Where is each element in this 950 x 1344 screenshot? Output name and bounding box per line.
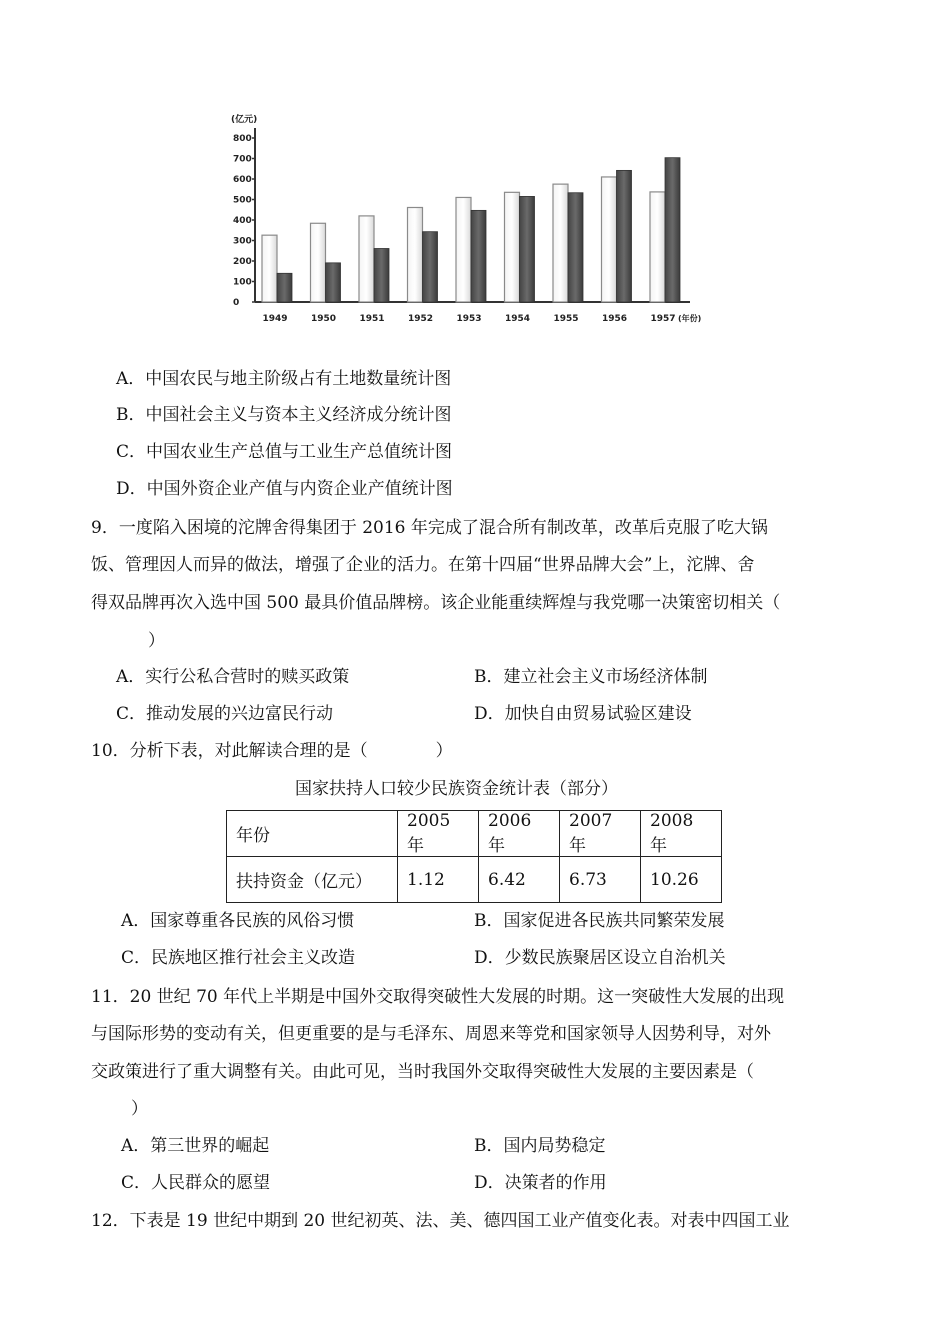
table-cell: 1.12 (398, 857, 479, 903)
bar-light (456, 197, 471, 302)
q10-table (226, 810, 722, 903)
table-header-cell: 2006 年 (479, 811, 560, 857)
bar-light (650, 192, 665, 302)
bar-light (359, 216, 374, 302)
x-axis-label: (年份) (678, 314, 702, 323)
bar-dark (665, 158, 680, 302)
bar-dark (423, 232, 438, 302)
bar-dark (568, 193, 583, 302)
q9-option-a: A．实行公私合营时的赎买政策 (116, 667, 350, 687)
bar-light (262, 235, 277, 302)
bar-chart (205, 100, 715, 330)
q11-stem-line-3: 交政策进行了重大调整有关。由此可见，当时我国外交取得突破性大发展的主要因素是（ (91, 1062, 754, 1082)
q9-option-d: D．加快自由贸易试验区建设 (474, 704, 692, 724)
q10-option-c: C．民族地区推行社会主义改造 (121, 948, 356, 968)
bar-dark (277, 273, 292, 302)
q9-stem-line-1: 9．一度陷入困境的沱牌舍得集团于 2016 年完成了混合所有制改革，改革后克服了吃大锅 (91, 518, 768, 538)
bar-light (408, 207, 423, 302)
q11-option-a: A．第三世界的崛起 (121, 1136, 270, 1156)
bar-dark (326, 263, 341, 302)
q11-option-b: B．国内局势稳定 (474, 1136, 606, 1156)
x-tick-label: 1949 (262, 314, 288, 324)
q8-option-c: C．中国农业生产总值与工业生产总值统计图 (116, 442, 453, 462)
y-axis-label: (亿元) (231, 115, 258, 125)
y-tick-label: 600 (233, 175, 252, 185)
q9-option-b: B．建立社会主义市场经济体制 (474, 667, 708, 687)
x-tick-label: 1952 (407, 314, 434, 324)
table-cell: 扶持资金（亿元） (227, 857, 398, 903)
table-header-cell: 2008 年 (641, 811, 722, 857)
q8-option-b: B．中国社会主义与资本主义经济成分统计图 (116, 405, 452, 425)
x-tick-label: 1950 (310, 314, 337, 324)
q11-stem-line-1: 11．20 世纪 70 年代上半期是中国外交取得突破性大发展的时期。这一突破性大发展的出现 (91, 987, 785, 1007)
x-tick-label: 1955 (553, 314, 579, 324)
table-cell: 6.73 (560, 857, 641, 903)
y-tick-label: 700 (233, 154, 252, 165)
bar-dark (617, 170, 632, 302)
q11-stem-line-2: 与国际形势的变动有关，但更重要的是与毛泽东、周恩来等党和国家领导人因势利导，对外 (91, 1024, 771, 1044)
bar-dark (471, 210, 486, 302)
table-cell: 10.26 (641, 857, 722, 903)
x-tick-label: 1951 (359, 314, 385, 324)
q10-option-d: D．少数民族聚居区设立自治机关 (474, 948, 726, 968)
q9-stem-line-2: 饭、管理因人而异的做法，增强了企业的活力。在第十四届“世界品牌大会”上，沱牌、舍 (91, 555, 755, 575)
q10-stem: 10．分析下表，对此解读合理的是（ ） (91, 741, 453, 761)
q8-option-d: D．中国外资企业产值与内资企业产值统计图 (116, 479, 453, 499)
bar-light (602, 177, 617, 302)
x-tick-label: 1956 (601, 314, 628, 324)
q11-option-c: C．人民群众的愿望 (121, 1173, 271, 1193)
table-header-cell: 年份 (227, 811, 398, 857)
q12-stem-line-1: 12．下表是 19 世纪中期到 20 世纪初英、法、美、德四国工业产值变化表。对表中四国工业 (91, 1211, 790, 1231)
y-tick-label: 300 (233, 236, 252, 247)
chart-bars (262, 158, 680, 302)
table-header-cell: 2007 年 (560, 811, 641, 857)
bar-light (505, 192, 520, 302)
table-row (227, 811, 722, 857)
q10-table-title: 国家扶持人口较少民族资金统计表（部分） (295, 779, 618, 799)
bar-dark (374, 248, 389, 302)
q9-option-c: C．推动发展的兴边富民行动 (116, 704, 334, 724)
bar-light (553, 184, 568, 302)
y-tick-label: 200 (233, 257, 252, 267)
table-row (227, 857, 722, 903)
x-tick-label: 1957 (650, 314, 676, 324)
y-tick-label: 500 (233, 195, 252, 206)
y-tick-label: 0 (233, 298, 240, 308)
q10-option-b: B．国家促进各民族共同繁荣发展 (474, 911, 725, 931)
q11-option-d: D．决策者的作用 (474, 1173, 607, 1193)
bar-light (311, 223, 326, 302)
y-tick-label: 800 (233, 134, 252, 144)
q8-option-a: A．中国农民与地主阶级占有土地数量统计图 (116, 369, 452, 389)
table-cell: 6.42 (479, 857, 560, 903)
q10-option-a: A．国家尊重各民族的风俗习惯 (121, 911, 355, 931)
y-tick-label: 400 (233, 216, 252, 226)
q11-stem-line-4: ） (131, 1099, 148, 1119)
table-header-cell: 2005 年 (398, 811, 479, 857)
q9-stem-line-3: 得双品牌再次入选中国 500 最具价值品牌榜。该企业能重续辉煌与我党哪一决策密切相关（ (91, 593, 781, 613)
bar-dark (520, 196, 535, 302)
q9-stem-line-4: ） (148, 631, 165, 651)
y-tick-label: 100 (233, 277, 252, 288)
x-tick-label: 1953 (456, 314, 482, 324)
x-tick-label: 1954 (504, 314, 531, 324)
